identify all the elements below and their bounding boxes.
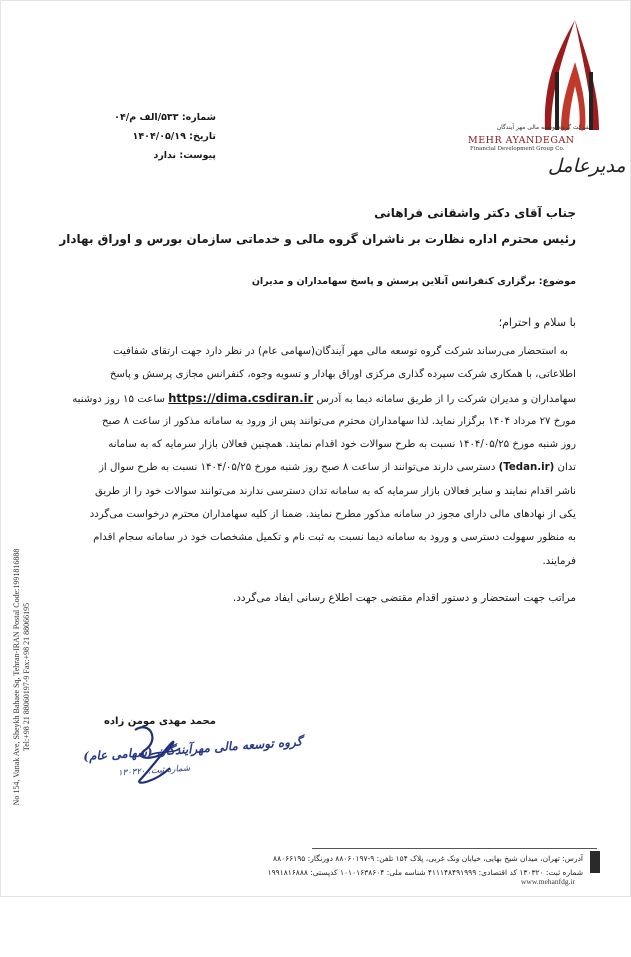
letter-meta: [88, 108, 216, 165]
stamp-text: گروه توسعه مالی مهرآیندگان (سهامی عام): [82, 734, 303, 764]
body-text: تدان: [557, 462, 576, 474]
stamp-registration: شماره ثبت: ۱۳۰۳۲۰: [117, 763, 191, 779]
body-line: [54, 456, 576, 479]
logo-company-en: MEHR AYANDEGAN: [468, 135, 575, 146]
side-address-line: Tel:+98 21 88060197-9 Fax:+98 21 88066195: [22, 602, 31, 752]
letter-attachment: پیوست: ندارد: [153, 150, 216, 161]
letter-number: شماره: ۵۳۳/الف م/۰۴: [114, 112, 216, 123]
body-line: ناشر اقدام نمایند و سایر فعالان بازار سرمایه که به سامانه تدان دسترسی ندارند می‌توانند سوالات خود را از طریق: [94, 485, 576, 497]
body-line: به منظور سهولت دسترسی و ورود به سامانه دیما نسبت به ثبت نام و تکمیل مشخصات خود در سامانه سجام اقدام: [93, 532, 576, 544]
footer-divider: [312, 848, 597, 849]
closing-text: مراتب جهت استحضار و دستور اقدام مقتضی جهت اطلاع رسانی ایفاد می‌گردد.: [232, 592, 576, 604]
ceo-title: مدیرعامل: [548, 155, 626, 177]
letter-subject: موضوع: برگزاری کنفرانس آنلاین پرسش و پاسخ سهامداران و مدیران: [251, 276, 576, 287]
logo-company-en-sub: Financial Development Group Co.: [470, 146, 565, 152]
footer-website[interactable]: www.mehanfdg.ir: [521, 877, 576, 886]
letter-body: [54, 340, 576, 573]
addressee-title: رئیس محترم اداره نظارت بر ناشران گروه مالی و خدماتی سازمان بورس و اوراق بهادار: [59, 232, 576, 246]
tedan-link[interactable]: (Tedan.ir): [498, 462, 555, 474]
body-text: دسترسی دارند می‌توانند از ساعت ۸ صبح روز شنبه مورخ ۱۴۰۴/۰۵/۲۵ نسبت به طرح سوال از: [98, 462, 496, 474]
body-line: اطلاعاتی، با همکاری شرکت سپرده گذاری مرکزی اوراق بهادار و تسویه وجوه، کنفرانس مجازی پرسش و پاسخ: [109, 369, 576, 381]
footer-registration: شماره ثبت: ۱۳۰۳۲۰ کد اقتصادی: ۴۱۱۱۴۸۴۹۱۹۹۹ شناسه ملی: ۱۰۱۰۱۶۳۸۶۰۴ کدپستی: ۱۹۹۱۸۱۶۸۸۸: [267, 868, 583, 877]
body-line: [54, 387, 576, 410]
signer-name: محمد مهدی مومن زاده: [104, 716, 216, 727]
logo-company-fa: شرکت گروه توسعه مالی مهر آیندگان: [496, 124, 590, 131]
side-address: [12, 397, 32, 957]
greeting: با سلام و احترام؛: [498, 316, 576, 329]
body-line: یکی از نهادهای مالی دارای مجوز در سامانه مذکور مطرح نمایند. ضمنا از کلیه سهامداران محترم درخواست می‌گردد: [89, 509, 576, 521]
addressee-name: جناب آقای دکتر واشقانی فراهانی: [374, 206, 576, 220]
dima-link[interactable]: https://dima.csdiran.ir: [168, 390, 314, 405]
body-line: مورخ ۲۷ مرداد ۱۴۰۴ برگزار نماید. لذا سهامداران محترم می‌توانند پس از ورود به سامانه مذکور از ساعت ۸ صبح: [102, 415, 576, 427]
footer-address: آدرس: تهران، میدان شیخ بهایی، خیابان ونک غربی، پلاک ۱۵۴ تلفن: ۹-۸۸۰۶۰۱۹۷ دورنگار: ۸۸۰۶۶۱۹۵: [273, 854, 583, 863]
body-text: سهامداران و مدیران شرکت را از طریق سامانه دیما به آدرس: [316, 393, 576, 405]
side-address-line: No 154, Vanak Ave, Sheykh Bahaee Sq, Tehran-IRAN Postal Code:1991816888: [12, 548, 21, 806]
letter-date: تاریخ: ۱۴۰۴/۰۵/۱۹: [132, 131, 216, 142]
body-line: فرمایند.: [542, 555, 576, 567]
body-line: روز شنبه مورخ ۱۴۰۴/۰۵/۲۵ نسبت به طرح سوالات خود اقدام نمایند. همچنین فعالان بازار سرمایه که به سامانه: [108, 439, 576, 451]
body-line: به استحضار می‌رساند شرکت گروه توسعه مالی مهر آیندگان(سهامی عام) در نظر دارد جهت ارتقای شفافیت: [112, 346, 568, 357]
body-text: ساعت ۱۵ روز دوشنبه: [72, 393, 165, 405]
footer-mark-icon: [590, 851, 600, 873]
